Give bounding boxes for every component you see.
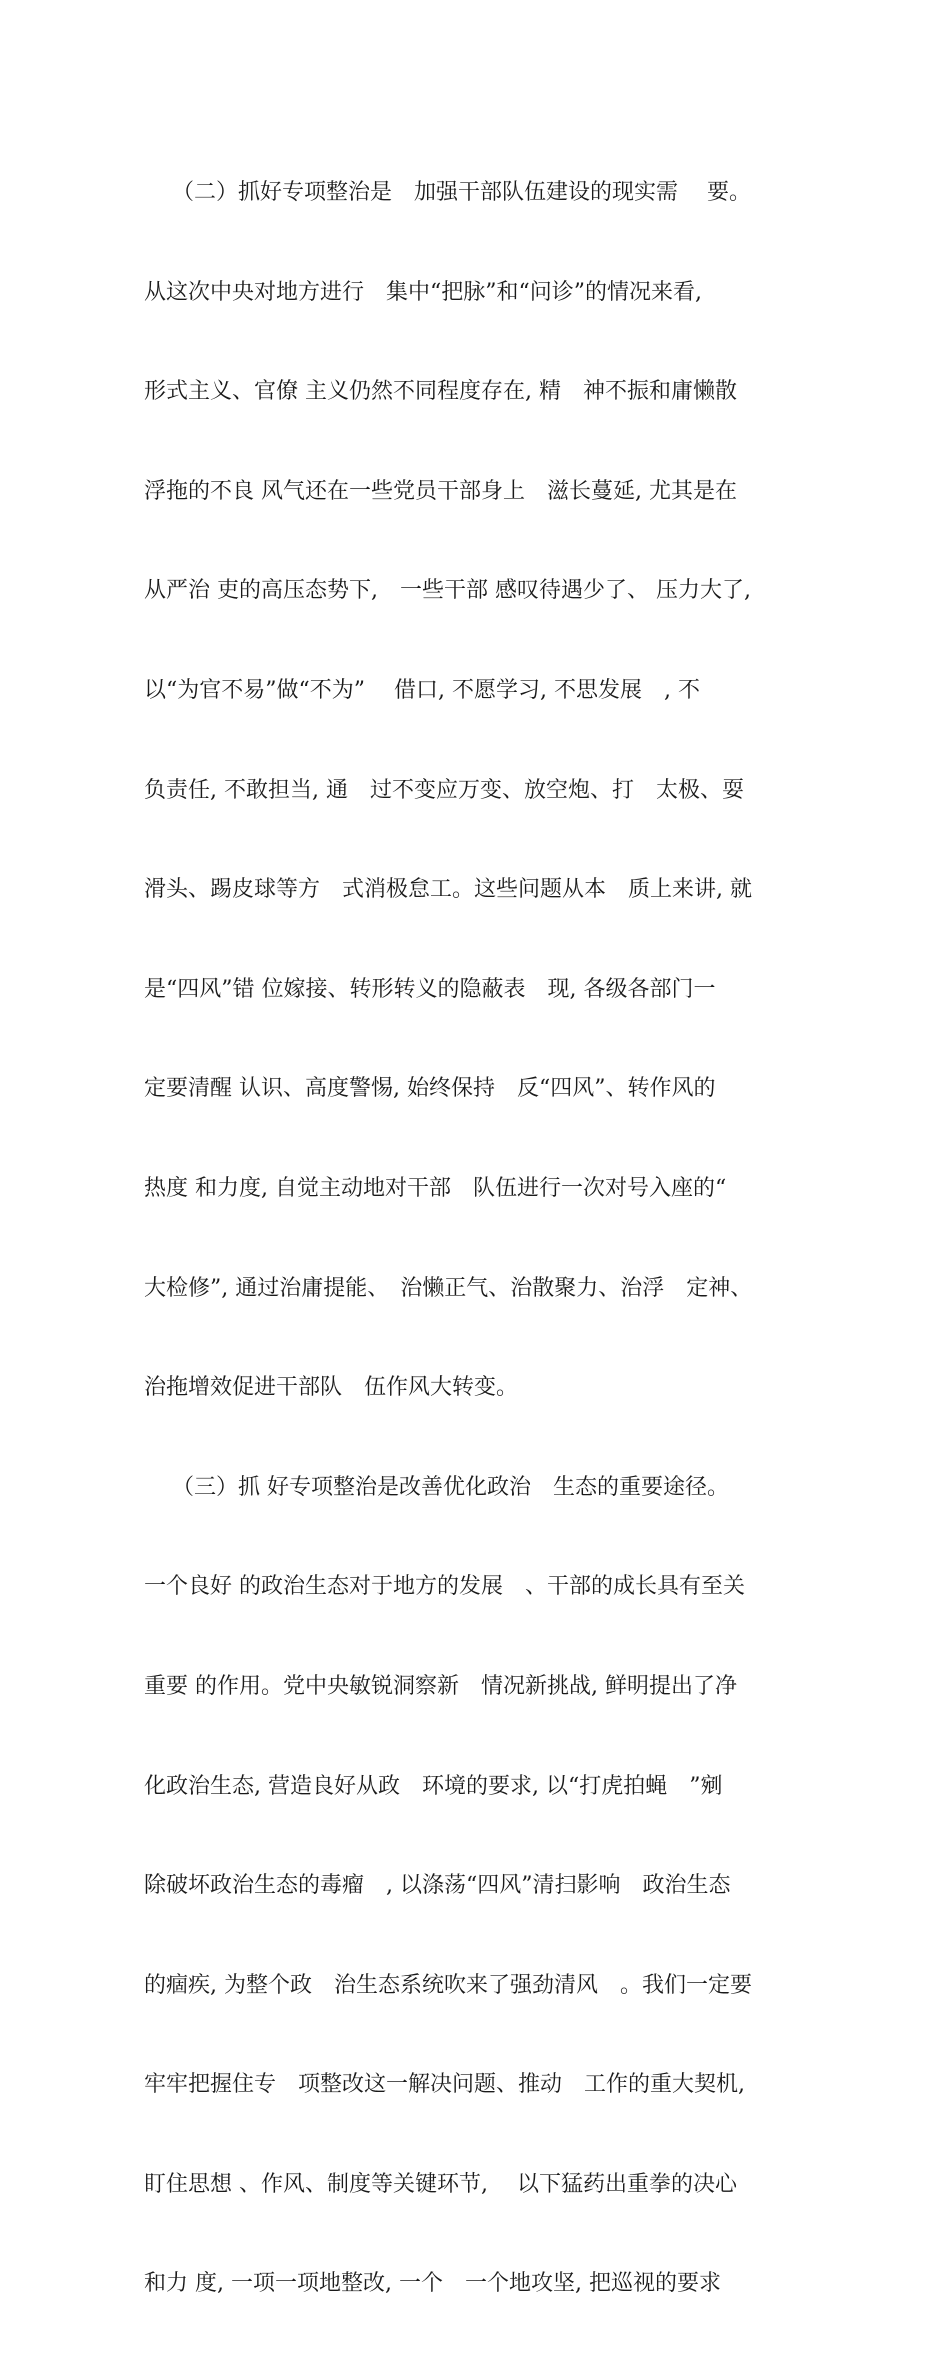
text-line: 的痼疾, 为整个政 治生态系统吹来了强劲清风 。我们一定要 — [144, 1972, 752, 1998]
text-line: 从这次中央对地方进行 集中“把脉”和“问诊”的情况来看, — [144, 279, 702, 305]
text-line: 以“为官不易”做“不为” 借口, 不愿学习, 不思发展 , 不 — [144, 677, 700, 703]
text-line: 大检修”, 通过治庸提能、 治懒正气、治散聚力、治浮 定神、 — [144, 1275, 753, 1301]
text-line: 形式主义、官僚 主义仍然不同程度存在, 精 神不振和庸懒散 — [144, 379, 737, 405]
text-line: 盯住思想 、作风、制度等关键环节, 以下猛药出重拳的决心 — [144, 2171, 737, 2197]
text-line: 除破坏政治生态的毒瘤 , 以涤荡“四风”清扫影响 政治生态 — [144, 1873, 731, 1899]
text-line: 是“四风”错 位嫁接、转形转义的隐蔽表 现, 各级各部门一 — [144, 976, 716, 1002]
text-line: 热度 和力度, 自觉主动地对干部 队伍进行一次对号入座的“ — [144, 1175, 727, 1201]
text-line: 负责任, 不敢担当, 通 过不变应万变、放空炮、打 太极、耍 — [144, 777, 744, 803]
text-line: （二）抓好专项整治是 加强干部队伍建设的现实需 要。 — [144, 180, 751, 205]
document-body — [144, 118, 824, 2359]
text-line: 化政治生态, 营造良好从政 环境的要求, 以“打虎拍蝇 ”剜 — [144, 1773, 723, 1799]
text-line: 重要 的作用。党中央敏锐洞察新 情况新挑战, 鲜明提出了净 — [144, 1673, 737, 1699]
text-line: 滑头、踢皮球等方 式消极怠工。这些问题从本 质上来讲, 就 — [144, 877, 752, 903]
text-line: （三）抓 好专项整治是改善优化政治 生态的重要途径。 — [144, 1474, 729, 1500]
text-line: 牢牢把握住专 项整改这一解决问题、推动 工作的重大契机, — [144, 2072, 745, 2098]
text-line: 浮拖的不良 风气还在一些党员干部身上 滋长蔓延, 尤其是在 — [144, 478, 737, 504]
text-line: 治拖增效促进干部队 伍作风大转变。 — [144, 1375, 519, 1401]
text-line: 定要清醒 认识、高度警惕, 始终保持 反“四风”、转作风的 — [144, 1076, 716, 1102]
text-line: 和力 度, 一项一项地整改, 一个 一个地攻坚, 把巡视的要求 — [144, 2271, 721, 2297]
text-line: 一个良好 的政治生态对于地方的发展 、干部的成长具有至关 — [144, 1574, 745, 1600]
text-line: 从严治 吏的高压态势下, 一些干部 感叹待遇少了、 压力大了, — [144, 578, 751, 604]
